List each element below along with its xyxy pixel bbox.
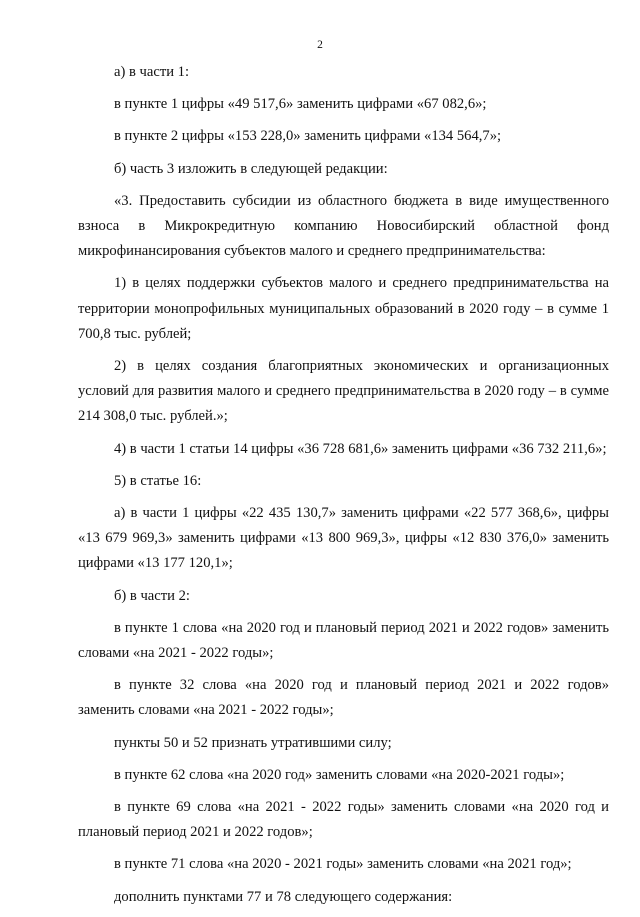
- paragraph-subsidy-item-1: 1) в целях поддержки субъектов малого и среднего предпринимательства на территории монопрофильных муниципальных образований в 2020 году – в сумме 1 700,8 тыс. рублей;: [78, 275, 609, 342]
- paragraph-points-50-52-repeal: пункты 50 и 52 признать утратившими силу;: [114, 734, 392, 751]
- paragraph-point-69-change: в пункте 69 слова «на 2021 - 2022 годы» заменить словами «на 2020 год и плановый период 2021 и 2022 годов»;: [78, 799, 609, 841]
- paragraph-part-1-heading: а) в части 1:: [114, 64, 190, 80]
- paragraph-article-16-heading: 5) в статье 16:: [114, 472, 202, 489]
- paragraph-article-16-part-2-heading: б) в части 2:: [114, 587, 190, 604]
- paragraph-point-71-change: в пункте 71 слова «на 2020 - 2021 годы» заменить словами «на 2021 год»;: [114, 856, 572, 873]
- paragraph-point-1-change: в пункте 1 слова «на 2020 год и плановый период 2021 и 2022 годов» заменить словами «на 2021 - 2022 годы»;: [78, 619, 609, 662]
- document-body: [78, 60, 609, 917]
- paragraph-subsidy-item-2: 2) в целях создания благоприятных экономических и организационных условий для развития малого и среднего предпринимательства в 2020 году – в сумме 214 308,0 тыс. рублей.»;: [78, 358, 609, 425]
- paragraph-article-14-change: 4) в части 1 статьи 14 цифры «36 728 681,6» заменить цифрами «36 732 211,6»;: [114, 440, 607, 457]
- paragraph-add-points-77-78: дополнить пунктами 77 и 78 следующего содержания:: [114, 888, 453, 905]
- paragraph-article-16-part-1: а) в части 1 цифры «22 435 130,7» заменить цифрами «22 577 368,6», цифры «13 679 969,3» заменить цифрами «13 800 969,3», цифры «12 830 376,0» заменить цифрами «13 177 120,1»;: [78, 505, 609, 572]
- paragraph-point-62-change: в пункте 62 слова «на 2020 год» заменить словами «на 2020-2021 годы»;: [114, 766, 565, 783]
- paragraph-item-1-change: в пункте 1 цифры «49 517,6» заменить цифрами «67 082,6»;: [114, 96, 487, 113]
- paragraph-item-2-change: в пункте 2 цифры «153 228,0» заменить цифрами «134 564,7»;: [114, 128, 502, 145]
- page-number: 2: [317, 39, 323, 51]
- paragraph-subsidy-intro: «3. Предоставить субсидии из областного бюджета в виде имущественного взноса в Микрокредитную компанию Новосибирский областной фонд микрофинансирования субъектов малого и среднего предпринимательства:: [78, 192, 609, 260]
- paragraph-point-32-change: в пункте 32 слова «на 2020 год и плановый период 2021 и 2022 годов» заменить словами «на 2021 - 2022 годы»;: [78, 677, 609, 719]
- paragraph-part-3-heading: б) часть 3 изложить в следующей редакции:: [114, 160, 388, 177]
